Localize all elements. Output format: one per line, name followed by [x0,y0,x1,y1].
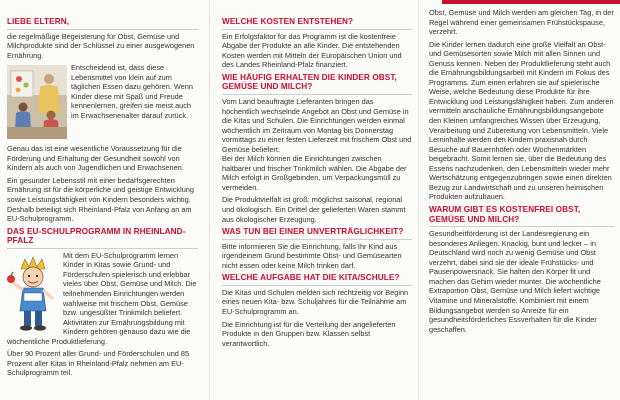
classroom-photo-image [7,65,67,139]
paragraph: Die Einrichtung ist für die Verteilung der angelieferten Produkte in den Gruppen bzw. Klassen selbst verantwortlich. [222,319,396,348]
heading-liebe-eltern: LIEBE ELTERN, [7,17,70,26]
paragraph: Obst, Gemüse und Milch werden am gleichen Tag, in der Regel während einer gemeinsamen Frühstückspause, verzehrt. [429,8,614,37]
paragraph: Mit dem EU-Schulprogramm lernen Kinder in Kitas sowie Grund- und Förderschulen spielerisch und erlebbar vieles über Obst, Gemüse und Milch. Die teilnehmenden Einrichtungen werden wahlweise mit frischem Obst, Gemüse bzw. ungesüßter Trinkmilch beliefert. Aktivitäten zur Ernährungsbildung mit Kindern gehören genauso dazu wie die wöchentliche Produktlieferung. [7,250,197,346]
cartoon-kid-image [7,255,59,333]
paragraph: Entscheidend ist, dass diese Lebensmittel von klein auf zum täglichen Essen dazu gehören. Wenn Kinder diese mit Spaß und Freude kennenlernen, greifen sie meist auch im Erwachsenenalter darauf zurück. [71,63,193,120]
paragraph: Die Produktvielfalt ist groß: möglichst saisonal, regional und ökologisch. Ein Drittel der gelieferten Waren stammt aus ökologischer Erzeugung. [222,195,406,224]
child-illustration [7,255,59,333]
heading-rule [222,29,412,30]
paragraph: Bitte informieren Sie die Einrichtung, falls Ihr Kind aus irgendeinem Grund bestimmte Obst- und Gemüsearten nicht essen oder keine Milch trinken darf. [222,241,402,270]
paragraph: Vom Land beauftragte Lieferanten bringen das höchentlich wechselnde Angebot an Obst und Gemüse in die Kitas und Schulen. Die Einrichtungen werden einmal wöchentlich im Zeitraum von Montag bis Donnerstag vormittags zu einer festen Lieferzeit mit frischem Obst und Gemüse beliefert. [222,96,412,154]
column-middle [213,0,416,400]
column-right [421,0,620,400]
paragraph: Die Kitas und Schulen melden sich rechtzeitig vor Beginn eines neuen Kita- bzw. Schuljahres für die Teilnahme am EU-Schulprogramm an. [222,287,409,316]
heading-rule [222,239,412,240]
column-divider [209,0,210,400]
heading-rule [222,94,412,95]
paragraph: Bei der Milch können die Einrichtungen zwischen haltbarer und frischer Trinkmilch wählen. Die Abgabe der Milch erfolgt in Großgebinden, um Verpackungsmüll zu vermeiden. [222,154,407,192]
heading-rule [222,285,412,286]
paragraph: Ein gesunder Lebensstil mit einer bedarfsgerechten Ernährung ist für die körperliche und geistige Entwicklung sowie Leistungsfähigkeit von Kindern besonders wichtig. Deshalb beteiligt sich Rheinland-Pfalz von Anfang an am EU-Schulprogramm. [7,175,194,224]
column-divider [418,0,419,400]
heading-rule [429,226,614,227]
heading-unvertraeglichkeit: WAS TUN BEI EINER UNVERTRÄGLICHKEIT? [222,227,404,237]
heading-aufgabe-kita-schule: WELCHE AUFGABE HAT DIE KITA/SCHULE? [222,273,400,283]
paragraph: die regelmäßige Begeisterung für Obst, Gemüse und Milchprodukte sind der Schlüssel zu einer ausgewogenen Ernährung. [7,31,195,60]
heading-eu-schulprogramm: DAS EU-SCHULPROGRAMM IN RHEINLAND-PFALZ [7,226,186,246]
heading-warum-kostenfrei: WARUM GIBT ES KOSTENFREI OBST, GEMÜSE UND MILCH? [429,204,581,224]
paragraph: Ein Erfolgsfaktor für das Programm ist die kostenfreie Abgabe der Produkte an alle Kinder. Die entstehenden Kosten werden mit Mitteln der Europäischen Union und des Landes Rheinland-Pfalz finanziert. [222,31,402,70]
heading-rule [7,248,198,249]
paragraph: Die Kinder lernen dadurch eine große Vielfalt an Obst- und Gemüsesorten sowie Milch mit allen Sinnen und Genuss kennen. Neben der Produktlieferung steht auch die Ernährungsbildungsarbeit mit Kindern im Fokus des Programms. Zum einen erfahren sie auf spielerische Weise, welche Bedeutung diese Produkte für ihre Entwicklung und Leistungsfähigkeit haben. Zum anderen vermitteln anschauliche Ernährungsbildungsangebote den Kleinen umfangreiches Wissen über Erzeugung, Verarbeitung und Zubereitung von Lebensmitteln. Viele Lerninhalte werden den Kindern praxisnah durch Besuche auf Bauernhöfen oder Wochenmärkten beigebracht. Somit lernen sie, über die Bedeutung des Essens nachzudenken, den Lebensmitteln wieder mehr Wertschätzung entgegenzubringen sowie einen direkten Bezug zur Landwirtschaft und zu unseren heimischen Produkten aufzubauen. [429,39,614,202]
heading-haeufigkeit: WIE HÄUFIG ERHALTEN DIE KINDER OBST, GEMÜSE UND MILCH? [222,72,397,92]
heading-rule [7,29,198,30]
classroom-photo [7,65,67,139]
paragraph: Genau das ist eine wesentliche Voraussetzung für die Förderung und Erhaltung der Gesundheit sowohl von Kindern als auch von Jugendlichen und Erwachsenen. [7,144,184,173]
column-left [0,0,204,400]
paragraph: Über 90 Prozent aller Grund- und Förderschulen und 85 Prozent aller Kitas in Rheinland-Pfalz nehmen am EU-Schulprogramm teil. [7,349,190,378]
heading-kosten: WELCHE KOSTEN ENTSTEHEN? [222,17,354,26]
paragraph: Gesundheitförderung ist der Landesregierung ein besonderes Anliegen. Knackig, bunt und lecker – in Deutschland wird noch zu wenig Gemüse und Obst verzehrt, dabei sind sie der ideale Frühstücks- und Pausenpowersnack. Sie halten den Körper fit und machen das Gehirn wieder munter. Die wöchentliche Extraportion Obst, Gemüse und Milch liefert wichtige Vitamine und Mineralstoffe. Kombiniert mit einem Bildungsangebot werden so Anreize für ein gesundheitsförderliches Essverhalten für die Kinder geschaffen. [429,229,601,334]
